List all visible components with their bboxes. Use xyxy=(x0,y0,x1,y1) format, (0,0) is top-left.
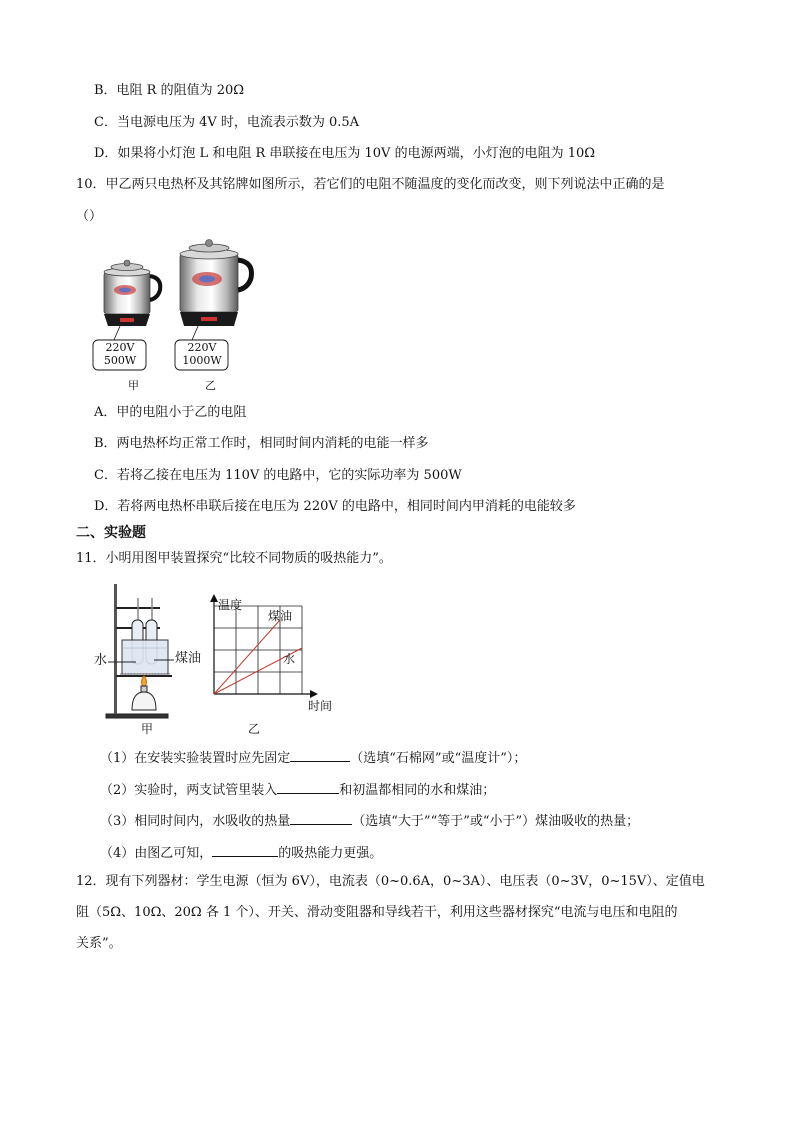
q11-sub1-blank[interactable] xyxy=(290,747,350,762)
cup-a-image xyxy=(104,260,160,326)
q11-stem: 11．小明用图甲装置探究“比较不同物质的吸热能力”。 xyxy=(76,551,392,566)
kerosene-label: 煤油 xyxy=(175,651,202,666)
y-axis-label: 温度 xyxy=(218,598,243,612)
cup-a-label: 甲 xyxy=(128,379,139,392)
q11-sub3-blank[interactable] xyxy=(290,810,352,825)
cup-a-voltage: 220V xyxy=(105,341,135,354)
kerosene-line-label: 煤油 xyxy=(268,609,293,623)
q11-sub4-blank[interactable] xyxy=(212,842,278,857)
q11-sub4-text-a: （4）由图乙可知， xyxy=(100,846,213,861)
cup-b-label: 乙 xyxy=(205,379,216,392)
section-title: 二、实验题 xyxy=(76,525,146,541)
q11-sub3-text-b: （选填“大于”“等于”或“小于”）煤油吸收的热量； xyxy=(352,814,640,829)
q11-sub3-text-a: （3）相同时间内，水吸收的热量 xyxy=(100,814,291,829)
q12-line3: 关系”。 xyxy=(76,936,122,951)
kerosene-line xyxy=(214,620,280,694)
q11-sub1 xyxy=(100,747,526,768)
q10-option-d: D．若将两电热杯串联后接在电压为 220V 的电路中，相同时间内甲消耗的电能较多 xyxy=(94,499,576,514)
q10-option-a: A．甲的电阻小于乙的电阻 xyxy=(94,405,247,420)
apparatus-diagram xyxy=(106,584,174,718)
q10-stem-line1: 10．甲乙两只电热杯及其铭牌如图所示，若它们的电阻不随温度的变化而改变，则下列说法中正确的是 xyxy=(76,177,665,192)
q11-sub4 xyxy=(100,842,382,863)
q11-sub1-text-b: （选填“石棉网”或“温度计”）； xyxy=(350,751,527,766)
q9-option-d: D．如果将小灯泡 L 和电阻 R 串联接在电压为 10V 的电源两端，小灯泡的电阻为 10Ω xyxy=(94,146,596,161)
q10-cups-figure xyxy=(88,234,268,394)
q12-line1: 12．现有下列器材：学生电源（恒为 6V），电流表（0~0.6A，0~3A）、电压表（0~3V，0~15V）、定值电 xyxy=(76,874,705,889)
q11-sub3 xyxy=(100,810,639,831)
water-label: 水 xyxy=(94,653,108,668)
q10-stem-line2: （） xyxy=(76,209,103,224)
q11-sub2-text-b: 和初温都相同的水和煤油； xyxy=(339,783,496,798)
figure-b-label: 乙 xyxy=(248,722,261,736)
q11-sub2-text-a: （2）实验时，两支试管里装入 xyxy=(100,783,278,798)
q11-sub1-text-a: （1）在安装实验装置时应先固定 xyxy=(100,751,291,766)
cup-b-voltage: 220V xyxy=(187,341,217,354)
cup-a-power: 500W xyxy=(103,354,137,367)
water-line-label: 水 xyxy=(283,652,296,666)
figure-a-label: 甲 xyxy=(141,722,154,736)
cup-b-power: 1000W xyxy=(182,354,222,367)
x-axis-label: 时间 xyxy=(308,699,333,713)
q11-sub2-blank[interactable] xyxy=(277,779,339,794)
q11-sub4-text-b: 的吸热能力更强。 xyxy=(278,846,383,861)
q10-option-c: C．若将乙接在电压为 110V 的电路中，它的实际功率为 500W xyxy=(94,468,462,483)
cup-b-image xyxy=(180,240,251,327)
q12-line2: 阻（5Ω、10Ω、20Ω 各 1 个）、开关、滑动变阻器和导线若干，利用这些器材探究“电流与电压和电阻的 xyxy=(76,905,678,920)
q9-option-b: B．电阻 R 的阻值为 20Ω xyxy=(94,83,245,98)
q10-option-b: B．两电热杯均正常工作时，相同时间内消耗的电能一样多 xyxy=(94,436,429,451)
q11-sub2 xyxy=(100,779,495,800)
q9-option-c: C．当电源电压为 4V 时，电流表示数为 0.5A xyxy=(94,115,360,130)
